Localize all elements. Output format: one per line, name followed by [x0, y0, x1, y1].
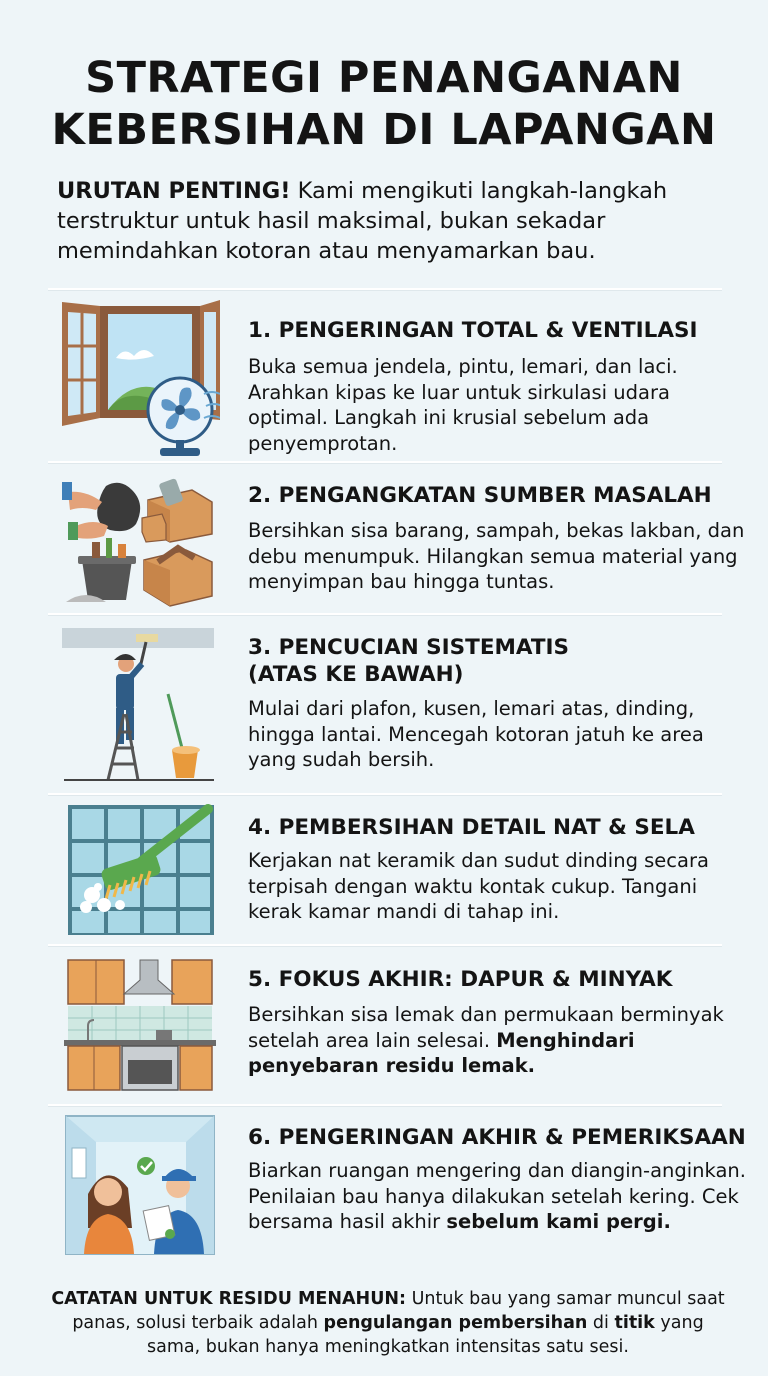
step-1-title: 1. PENGERINGAN TOTAL & VENTILASI [248, 318, 698, 343]
divider [48, 461, 722, 463]
step-5-desc [248, 1002, 748, 1079]
title-line-1: STRATEGI PENANGANAN [85, 53, 683, 103]
step-6-title: 6. PENGERINGAN AKHIR & PEMERIKSAAN [248, 1125, 746, 1150]
intro-body: Kami mengikuti langkah-langkah terstruktur untuk hasil maksimal, bukan sekadar memindahkan kotoran atau menyamarkan bau. [57, 178, 668, 264]
step-5-desc-text: Bersihkan sisa lemak dan permukaan berminyak setelah area lain selesai. [248, 1003, 724, 1052]
step-2-desc: Bersihkan sisa barang, sampah, bekas lakban, dan debu menumpuk. Hilangkan semua material yang menyimpan bau hingga tuntas. [248, 519, 745, 593]
trash-boxes-illustration [62, 470, 220, 608]
step-4-desc: Kerjakan nat keramik dan sudut dinding secara terpisah dengan waktu kontak cukup. Tangani kerak kamar mandi di tahap ini. [248, 849, 709, 923]
kitchen-illustration [62, 954, 220, 1094]
step-4-title: 4. PEMBERSIHAN DETAIL NAT & SELA [248, 815, 695, 840]
worker-ladder-illustration [62, 624, 220, 784]
step-3-title-line-2: (ATAS KE BAWAH) [248, 662, 464, 687]
note-bold-1: pengulangan pembersihan [323, 1313, 588, 1333]
window-fan-illustration [62, 298, 220, 458]
page-title [0, 52, 768, 156]
note-bold-2: titik [614, 1313, 655, 1333]
divider [48, 288, 722, 290]
step-6-desc-bold: sebelum kami pergi. [446, 1210, 671, 1233]
note-text-3: yang sama, bukan hanya meningkatkan intensitas satu sesi. [147, 1313, 704, 1357]
title-line-2: KEBERSIHAN DI LAPANGAN [51, 105, 717, 155]
step-3-title [248, 634, 748, 688]
divider [48, 793, 722, 795]
step-2-title: 2. PENGANGKATAN SUMBER MASALAH [248, 483, 712, 508]
note-text-2: di [587, 1313, 615, 1333]
step-5-desc-bold: Menghindari penyebaran residu lemak. [248, 1028, 635, 1077]
intro-text [57, 176, 717, 266]
step-3-title-line-1: 3. PENCUCIAN SISTEMATIS [248, 635, 570, 660]
step-6-desc [248, 1158, 748, 1235]
step-1-desc: Buka semua jendela, pintu, lemari, dan laci. Arahkan kipas ke luar untuk sirkulasi udara optimal. Langkah ini krusial sebelum ada penyemprotan. [248, 355, 678, 455]
residue-note [48, 1287, 728, 1359]
divider [48, 1104, 722, 1106]
divider [48, 944, 722, 946]
step-5-title: 5. FOKUS AKHIR: DAPUR & MINYAK [248, 967, 673, 992]
inspection-illustration [62, 1114, 220, 1256]
step-3-desc: Mulai dari plafon, kusen, lemari atas, dinding, hingga lantai. Mencegah kotoran jatuh ke area yang sudah bersih. [248, 697, 704, 771]
step-6-desc-text: Biarkan ruangan mengering dan diangin-anginkan. Penilaian bau hanya dilakukan setelah kering. Cek bersama hasil akhir [248, 1159, 746, 1233]
divider [48, 613, 722, 615]
intro-lead: URUTAN PENTING! [57, 178, 291, 204]
tile-brush-illustration [62, 803, 220, 937]
note-text-1: Untuk bau yang samar muncul saat panas, solusi terbaik adalah [72, 1289, 725, 1333]
note-lead: CATATAN UNTUK RESIDU MENAHUN: [51, 1289, 407, 1309]
